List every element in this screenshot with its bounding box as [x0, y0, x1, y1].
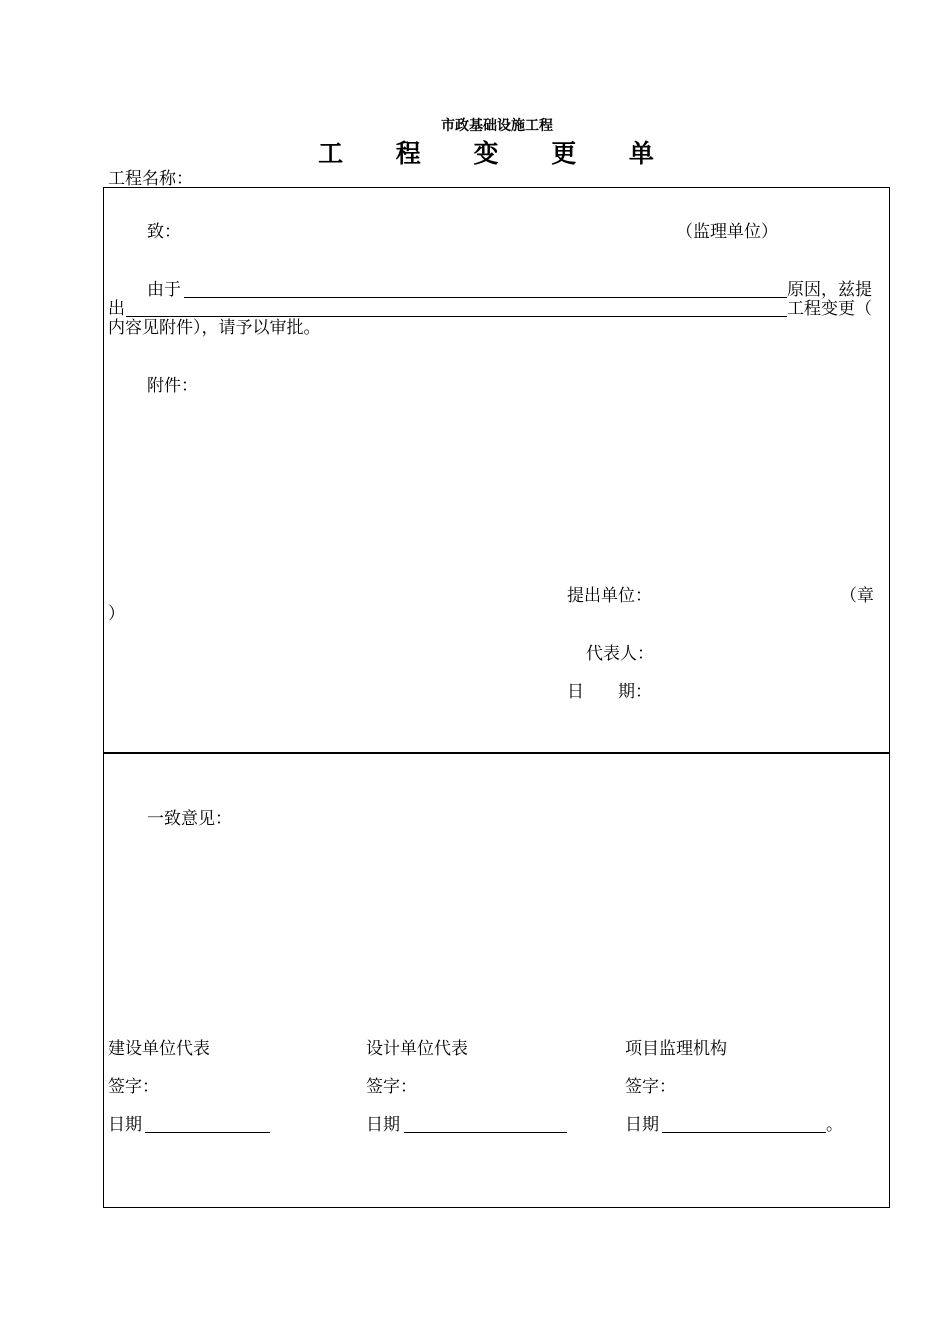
project-name-label: 工程名称： — [108, 169, 193, 189]
owner-sign-label: 签字： — [108, 1077, 159, 1097]
date-label: 日 期： — [567, 682, 652, 702]
form-title: 工 程 变 更 单 — [318, 139, 676, 168]
supervision-date-label: 日期 — [625, 1115, 659, 1135]
propose-prefix: 出 — [108, 299, 125, 319]
consensus-label: 一致意见： — [147, 809, 232, 829]
change-request-section — [103, 187, 890, 754]
attachment-label: 附件： — [147, 376, 198, 396]
propose-suffix: 工程变更（ — [787, 299, 872, 319]
supervision-sign-label: 签字： — [625, 1077, 676, 1097]
design-date-underline[interactable] — [404, 1132, 567, 1133]
owner-date-label: 日期 — [108, 1115, 142, 1135]
design-rep-title: 设计单位代表 — [366, 1039, 468, 1059]
seal-close: ） — [108, 604, 125, 624]
supervision-org-title: 项目监理机构 — [625, 1039, 727, 1059]
end-mark: 。 — [826, 1115, 843, 1135]
representative-label: 代表人： — [586, 644, 654, 664]
owner-date-underline[interactable] — [145, 1132, 270, 1133]
reason-suffix: 原因，兹提 — [787, 280, 872, 300]
to-label: 致： — [147, 222, 181, 242]
content-note: 内容见附件），请予以审批。 — [108, 318, 321, 338]
change-name-underline[interactable] — [126, 316, 787, 317]
seal-open: （章 — [840, 586, 874, 606]
reason-underline[interactable] — [184, 297, 787, 298]
reason-prefix: 由于 — [147, 280, 181, 300]
design-sign-label: 签字： — [366, 1077, 417, 1097]
form-subtitle: 市政基础设施工程 — [441, 118, 553, 134]
supervisor-unit-label: （监理单位） — [676, 222, 778, 242]
supervision-date-underline[interactable] — [662, 1132, 826, 1133]
proposer-unit-label: 提出单位： — [567, 586, 652, 606]
design-date-label: 日期 — [366, 1115, 400, 1135]
owner-rep-title: 建设单位代表 — [108, 1039, 210, 1059]
